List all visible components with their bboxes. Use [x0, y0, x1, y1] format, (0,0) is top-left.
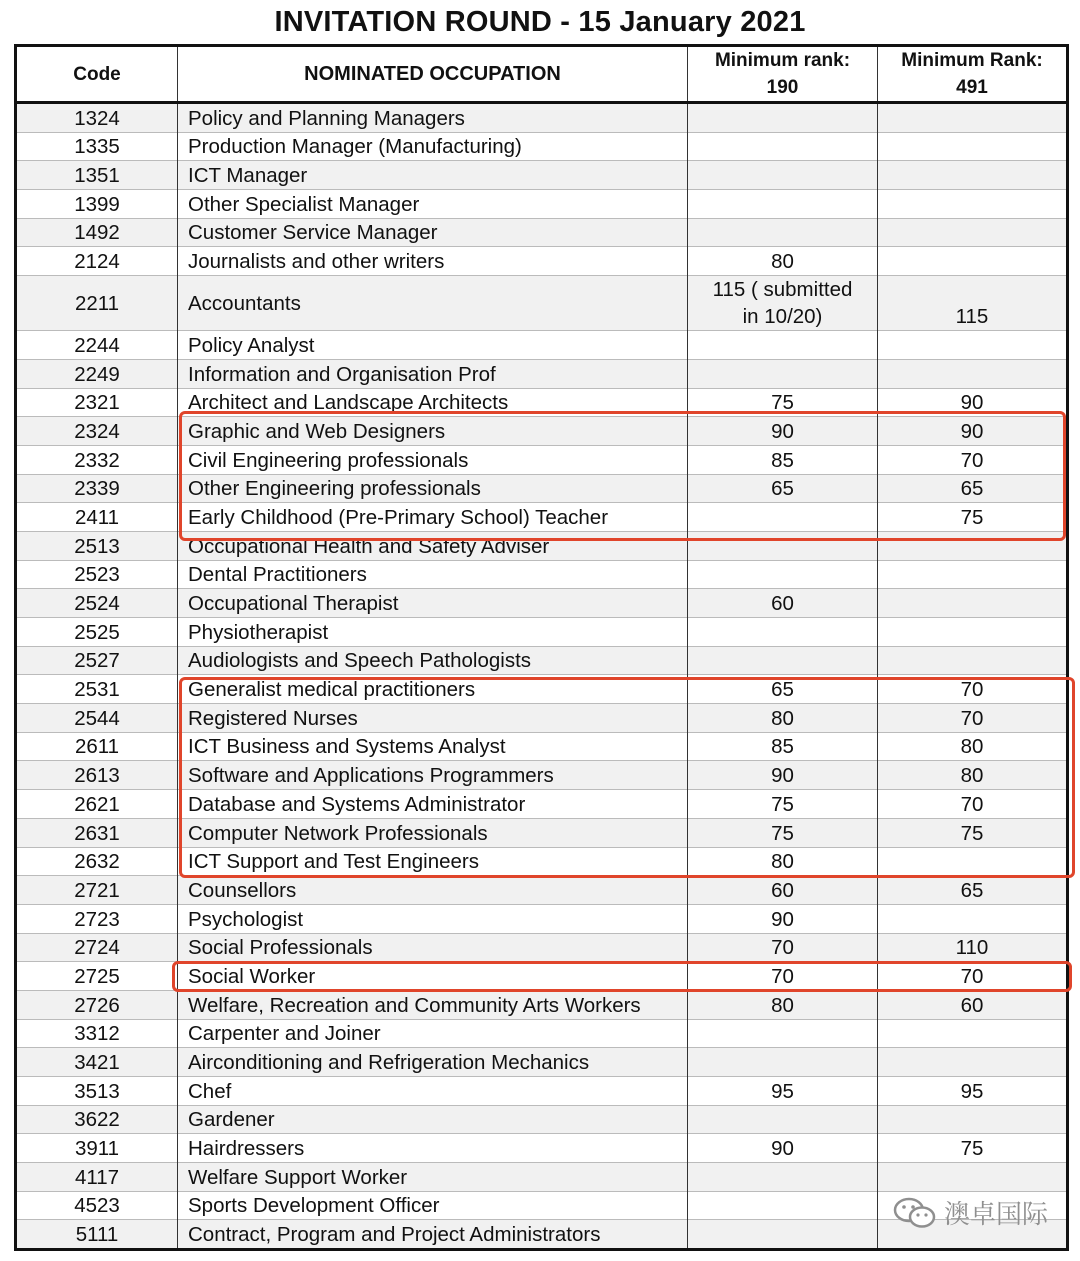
table-row [16, 417, 1068, 446]
cell-rank-190 [688, 161, 878, 190]
cell-code: 2321 [16, 388, 178, 417]
cell-rank-491: 70 [878, 704, 1068, 733]
cell-code: 1399 [16, 190, 178, 219]
cell-code: 2211 [16, 276, 178, 331]
table-row [16, 904, 1068, 933]
cell-occupation: Physiotherapist [178, 618, 688, 647]
cell-rank-190: 80 [688, 247, 878, 276]
cell-occupation: Sports Development Officer [178, 1191, 688, 1220]
table-row [16, 589, 1068, 618]
cell-code: 2411 [16, 503, 178, 532]
cell-rank-491 [878, 161, 1068, 190]
cell-occupation: Database and Systems Administrator [178, 790, 688, 819]
cell-rank-491: 65 [878, 474, 1068, 503]
table-row [16, 103, 1068, 133]
cell-rank-190 [688, 190, 878, 219]
cell-occupation: ICT Support and Test Engineers [178, 847, 688, 876]
header-rank-190-visa: 190 [766, 77, 799, 98]
header-occupation: NOMINATED OCCUPATION [178, 46, 688, 103]
cell-rank-491 [878, 247, 1068, 276]
table-row [16, 247, 1068, 276]
cell-code: 2721 [16, 876, 178, 905]
cell-rank-190: 90 [688, 904, 878, 933]
cell-code: 5111 [16, 1220, 178, 1250]
cell-rank-190: 90 [688, 1134, 878, 1163]
cell-occupation: Audiologists and Speech Pathologists [178, 646, 688, 675]
cell-code: 2726 [16, 990, 178, 1019]
table-row [16, 761, 1068, 790]
cell-code: 2124 [16, 247, 178, 276]
cell-rank-491: 75 [878, 818, 1068, 847]
cell-occupation: Accountants [178, 276, 688, 331]
cell-rank-190 [688, 1163, 878, 1192]
cell-occupation: Information and Organisation Prof [178, 359, 688, 388]
cell-code: 2621 [16, 790, 178, 819]
table-row [16, 531, 1068, 560]
table-row [16, 990, 1068, 1019]
cell-rank-190: 70 [688, 933, 878, 962]
table-row [16, 218, 1068, 247]
cell-rank-491 [878, 1048, 1068, 1077]
table-row [16, 1077, 1068, 1106]
cell-code: 2611 [16, 732, 178, 761]
cell-code: 2332 [16, 445, 178, 474]
cell-occupation: Occupational Health and Safety Adviser [178, 531, 688, 560]
cell-code: 2513 [16, 531, 178, 560]
cell-occupation: Gardener [178, 1105, 688, 1134]
cell-rank-190 [688, 560, 878, 589]
cell-rank-491 [878, 618, 1068, 647]
table-row [16, 962, 1068, 991]
cell-rank-491: 80 [878, 761, 1068, 790]
cell-occupation: Other Specialist Manager [178, 190, 688, 219]
cell-rank-190: 75 [688, 790, 878, 819]
cell-occupation: ICT Business and Systems Analyst [178, 732, 688, 761]
table-row [16, 876, 1068, 905]
cell-occupation: Customer Service Manager [178, 218, 688, 247]
cell-code: 4523 [16, 1191, 178, 1220]
cell-occupation: Registered Nurses [178, 704, 688, 733]
wechat-icon [892, 1196, 938, 1230]
cell-rank-491: 110 [878, 933, 1068, 962]
cell-occupation: Early Childhood (Pre-Primary School) Teacher [178, 503, 688, 532]
table-row [16, 933, 1068, 962]
watermark [892, 1194, 1048, 1231]
cell-code: 2632 [16, 847, 178, 876]
table-row [16, 276, 1068, 331]
cell-rank-491 [878, 132, 1068, 161]
cell-occupation: Welfare Support Worker [178, 1163, 688, 1192]
table-row [16, 359, 1068, 388]
cell-occupation: Other Engineering professionals [178, 474, 688, 503]
cell-occupation: Hairdressers [178, 1134, 688, 1163]
cell-rank-190-line: 115 ( submitted [712, 278, 853, 302]
cell-code: 2544 [16, 704, 178, 733]
cell-occupation: Contract, Program and Project Administrators [178, 1220, 688, 1250]
table-row [16, 1019, 1068, 1048]
cell-rank-491 [878, 190, 1068, 219]
cell-code: 2724 [16, 933, 178, 962]
cell-rank-190 [688, 103, 878, 133]
cell-occupation: Production Manager (Manufacturing) [178, 132, 688, 161]
header-rank-190 [688, 46, 878, 103]
cell-rank-491: 115 [878, 276, 1068, 331]
cell-rank-190 [688, 132, 878, 161]
cell-rank-190 [688, 218, 878, 247]
cell-occupation: Graphic and Web Designers [178, 417, 688, 446]
cell-occupation: Dental Practitioners [178, 560, 688, 589]
cell-rank-190-line: in 10/20) [742, 305, 823, 329]
cell-occupation: Generalist medical practitioners [178, 675, 688, 704]
cell-code: 4117 [16, 1163, 178, 1192]
cell-code: 1324 [16, 103, 178, 133]
cell-occupation: Social Worker [178, 962, 688, 991]
cell-rank-491 [878, 103, 1068, 133]
cell-code: 2525 [16, 618, 178, 647]
cell-rank-190 [688, 1220, 878, 1250]
cell-occupation: Psychologist [178, 904, 688, 933]
cell-rank-491: 70 [878, 790, 1068, 819]
cell-code: 1351 [16, 161, 178, 190]
cell-rank-491 [878, 589, 1068, 618]
cell-rank-491: 95 [878, 1077, 1068, 1106]
cell-rank-491: 75 [878, 1134, 1068, 1163]
cell-occupation: Counsellors [178, 876, 688, 905]
cell-rank-190: 95 [688, 1077, 878, 1106]
cell-rank-190: 90 [688, 417, 878, 446]
cell-occupation: ICT Manager [178, 161, 688, 190]
table-row [16, 1134, 1068, 1163]
cell-rank-190 [688, 359, 878, 388]
cell-rank-491: 70 [878, 445, 1068, 474]
cell-code: 2527 [16, 646, 178, 675]
cell-rank-190 [688, 1019, 878, 1048]
cell-occupation: Journalists and other writers [178, 247, 688, 276]
cell-code: 2524 [16, 589, 178, 618]
watermark-text: 澳卓国际 [943, 1199, 1048, 1229]
cell-code: 2523 [16, 560, 178, 589]
cell-rank-491: 70 [878, 962, 1068, 991]
header-rank-491-visa: 491 [956, 77, 988, 98]
cell-rank-491 [878, 531, 1068, 560]
table-row [16, 732, 1068, 761]
cell-rank-491 [878, 1163, 1068, 1192]
header-rank-491-label: Minimum Rank: [901, 50, 1043, 71]
cell-rank-190: 75 [688, 388, 878, 417]
cell-rank-491: 90 [878, 388, 1068, 417]
cell-rank-491 [878, 904, 1068, 933]
cell-rank-190: 75 [688, 818, 878, 847]
cell-rank-491 [878, 1105, 1068, 1134]
cell-occupation: Computer Network Professionals [178, 818, 688, 847]
cell-rank-190 [688, 331, 878, 360]
cell-rank-491 [878, 646, 1068, 675]
table-row [16, 474, 1068, 503]
cell-rank-190: 70 [688, 962, 878, 991]
header-code: Code [16, 46, 178, 103]
cell-code: 3622 [16, 1105, 178, 1134]
cell-code: 2339 [16, 474, 178, 503]
cell-code: 3312 [16, 1019, 178, 1048]
cell-rank-491 [878, 218, 1068, 247]
cell-code: 1335 [16, 132, 178, 161]
table-row [16, 818, 1068, 847]
cell-rank-190: 85 [688, 445, 878, 474]
cell-rank-491: 65 [878, 876, 1068, 905]
cell-rank-190: 60 [688, 876, 878, 905]
cell-occupation: Architect and Landscape Architects [178, 388, 688, 417]
cell-rank-190 [688, 1105, 878, 1134]
cell-occupation: Social Professionals [178, 933, 688, 962]
cell-rank-491: 75 [878, 503, 1068, 532]
cell-rank-190: 65 [688, 474, 878, 503]
cell-rank-190 [688, 531, 878, 560]
cell-occupation: Carpenter and Joiner [178, 1019, 688, 1048]
cell-code: 2324 [16, 417, 178, 446]
cell-occupation: Occupational Therapist [178, 589, 688, 618]
cell-rank-190: 80 [688, 990, 878, 1019]
header-rank-190-label: Minimum rank: [714, 50, 851, 71]
cell-rank-491: 70 [878, 675, 1068, 704]
cell-occupation: Airconditioning and Refrigeration Mechanics [178, 1048, 688, 1077]
cell-rank-491: 90 [878, 417, 1068, 446]
cell-rank-491 [878, 560, 1068, 589]
table-row [16, 132, 1068, 161]
cell-code: 3513 [16, 1077, 178, 1106]
cell-occupation: Civil Engineering professionals [178, 445, 688, 474]
header-rank-491 [878, 46, 1068, 103]
cell-rank-491: 60 [878, 990, 1068, 1019]
table-row [16, 704, 1068, 733]
cell-code: 3911 [16, 1134, 178, 1163]
table-row [16, 1163, 1068, 1192]
cell-rank-190 [688, 503, 878, 532]
cell-code: 2631 [16, 818, 178, 847]
cell-occupation: Software and Applications Programmers [178, 761, 688, 790]
table-row [16, 646, 1068, 675]
cell-code: 3421 [16, 1048, 178, 1077]
cell-rank-190 [688, 618, 878, 647]
cell-rank-190: 60 [688, 589, 878, 618]
cell-code: 2725 [16, 962, 178, 991]
table-row [16, 847, 1068, 876]
cell-rank-190 [688, 1048, 878, 1077]
table-row [16, 388, 1068, 417]
cell-code: 2723 [16, 904, 178, 933]
cell-occupation: Policy and Planning Managers [178, 103, 688, 133]
table-row [16, 445, 1068, 474]
cell-rank-491 [878, 847, 1068, 876]
table-row [16, 560, 1068, 589]
table-row [16, 331, 1068, 360]
cell-rank-491: 80 [878, 732, 1068, 761]
table-row [16, 790, 1068, 819]
table-row [16, 1048, 1068, 1077]
cell-rank-190 [688, 276, 878, 331]
table-row [16, 161, 1068, 190]
cell-rank-491 [878, 331, 1068, 360]
cell-occupation: Welfare, Recreation and Community Arts Workers [178, 990, 688, 1019]
cell-code: 2249 [16, 359, 178, 388]
cell-code: 2531 [16, 675, 178, 704]
page-title: INVITATION ROUND - 15 January 2021 [274, 6, 806, 38]
table-row [16, 503, 1068, 532]
table-row [16, 1105, 1068, 1134]
cell-rank-491 [878, 359, 1068, 388]
cell-rank-190 [688, 646, 878, 675]
cell-rank-190: 80 [688, 847, 878, 876]
cell-occupation: Chef [178, 1077, 688, 1106]
table-row [16, 190, 1068, 219]
cell-rank-190 [688, 1191, 878, 1220]
table-header-row [16, 46, 1068, 103]
table-row [16, 675, 1068, 704]
cell-code: 2613 [16, 761, 178, 790]
cell-rank-190: 65 [688, 675, 878, 704]
cell-rank-190: 90 [688, 761, 878, 790]
cell-code: 1492 [16, 218, 178, 247]
cell-rank-190: 85 [688, 732, 878, 761]
cell-occupation: Policy Analyst [178, 331, 688, 360]
table-row [16, 618, 1068, 647]
cell-rank-491 [878, 1019, 1068, 1048]
occupation-table [14, 44, 1069, 1251]
cell-code: 2244 [16, 331, 178, 360]
cell-rank-190: 80 [688, 704, 878, 733]
